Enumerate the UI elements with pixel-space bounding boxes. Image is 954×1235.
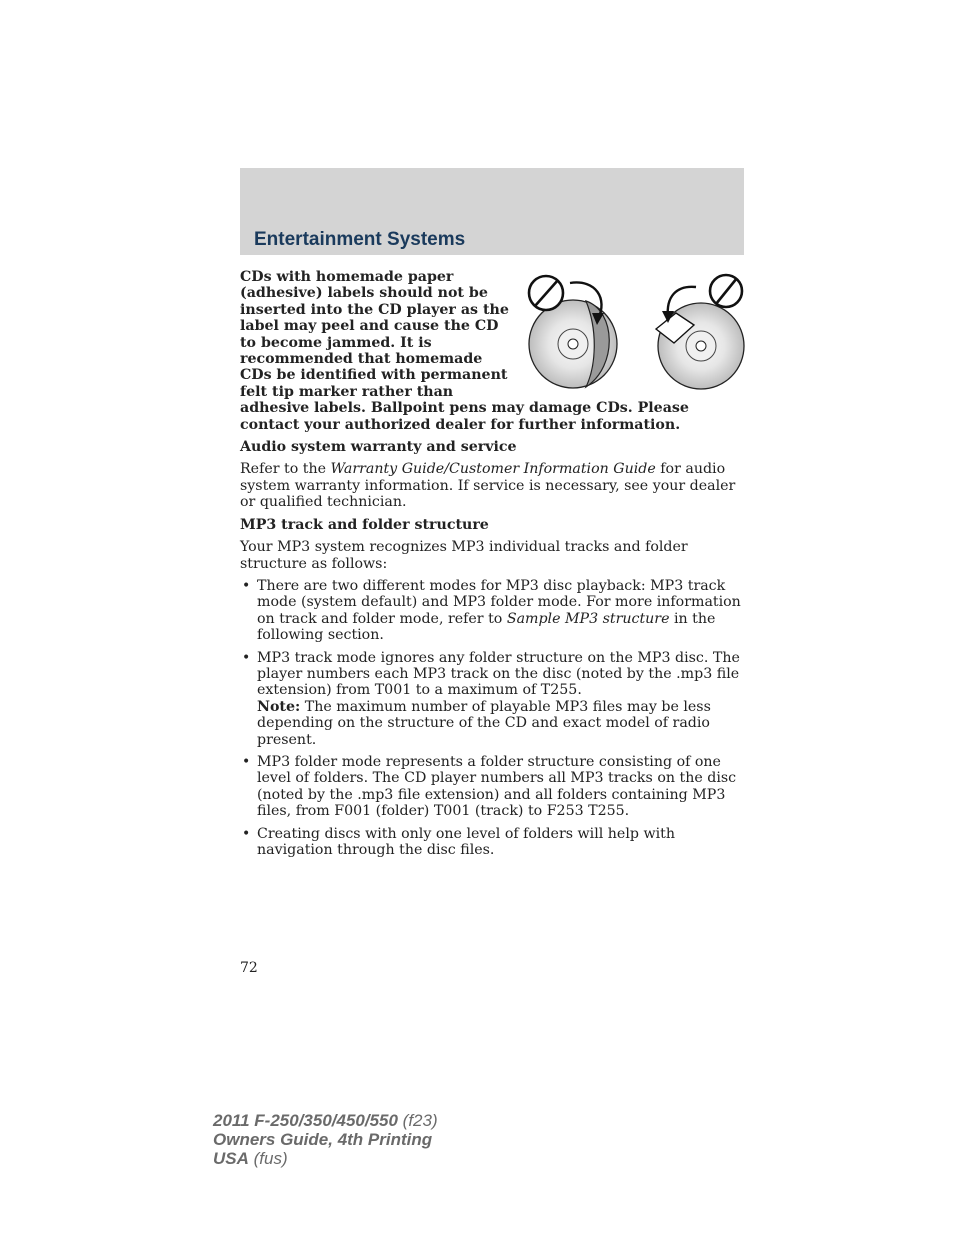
document-footer bbox=[213, 1111, 438, 1168]
no-symbol-icon bbox=[529, 276, 563, 310]
list-item bbox=[240, 650, 746, 748]
footer-line-guide: Owners Guide, 4th Printing bbox=[213, 1130, 433, 1149]
list-item bbox=[240, 578, 746, 644]
warranty-text-start: Refer to the bbox=[240, 461, 331, 478]
note-label: Note: bbox=[257, 698, 301, 715]
no-symbol-icon bbox=[710, 275, 742, 307]
footer-line-model bbox=[213, 1111, 438, 1130]
bullet-text: MP3 track mode ignores any folder structure on the MP3 disc. The player numbers each MP3 track on the disc (noted by the .mp3 file extension) from T001 to a maximum of T255. bbox=[257, 649, 740, 699]
bullet-text-end: in the following section. bbox=[257, 610, 716, 644]
cd-label-warning-text: CDs with homemade paper (adhesive) labels should not be inserted into the CD player as the label may peel and cause the CD to become jammed. It is recommended that homemade CDs be identified with permanent felt tip marker rather than adhesive labels. Ballpoint pens may damage CDs. Please contact your authorized dealer for further information. bbox=[240, 269, 689, 433]
footer-model-code: (f23) bbox=[397, 1111, 438, 1130]
footer-market-code: (fus) bbox=[248, 1149, 288, 1168]
footer-market: USA bbox=[213, 1149, 249, 1168]
page-number: 72 bbox=[240, 960, 258, 976]
sample-mp3-structure-reference: Sample MP3 structure bbox=[506, 610, 670, 627]
note-text: The maximum number of playable MP3 files may be less depending on the structure of the CD and exact model of radio present. bbox=[257, 698, 711, 748]
section-title: Entertainment Systems bbox=[254, 229, 466, 250]
page-content bbox=[240, 269, 746, 864]
list-item: • Creating discs with only one level of folders will help with navigation through the disc files. bbox=[240, 826, 746, 859]
warranty-guide-title: Warranty Guide/Customer Information Guide bbox=[330, 461, 656, 478]
cd-label-warning bbox=[240, 269, 746, 433]
footer-line-market bbox=[213, 1149, 438, 1168]
warranty-paragraph bbox=[240, 461, 746, 510]
list-item: • MP3 folder mode represents a folder structure consisting of one level of folders. The CD player numbers all MP3 tracks on the disc (noted by the .mp3 file extension) and all folders containing MP3 files, from F001 (folder) T001 (track) to F253 T255. bbox=[240, 754, 746, 820]
footer-model: 2011 F-250/350/450/550 bbox=[213, 1111, 398, 1130]
mp3-structure-heading: MP3 track and folder structure bbox=[240, 516, 489, 533]
section-header-band bbox=[240, 168, 744, 255]
bullet-text-start: There are two different modes for MP3 disc playback: MP3 track mode (system default) and MP3 folder mode. For more information on track and folder mode, refer to bbox=[257, 577, 741, 627]
cd-label-warning-illustration bbox=[526, 271, 754, 393]
warranty-heading: Audio system warranty and service bbox=[240, 439, 517, 456]
mp3-intro-paragraph: Your MP3 system recognizes MP3 individual tracks and folder structure as follows: bbox=[240, 539, 688, 572]
warranty-text-end: for audio system warranty information. If service is necessary, see your dealer or qualified technician. bbox=[240, 461, 736, 511]
mp3-bullet-list bbox=[240, 578, 746, 859]
